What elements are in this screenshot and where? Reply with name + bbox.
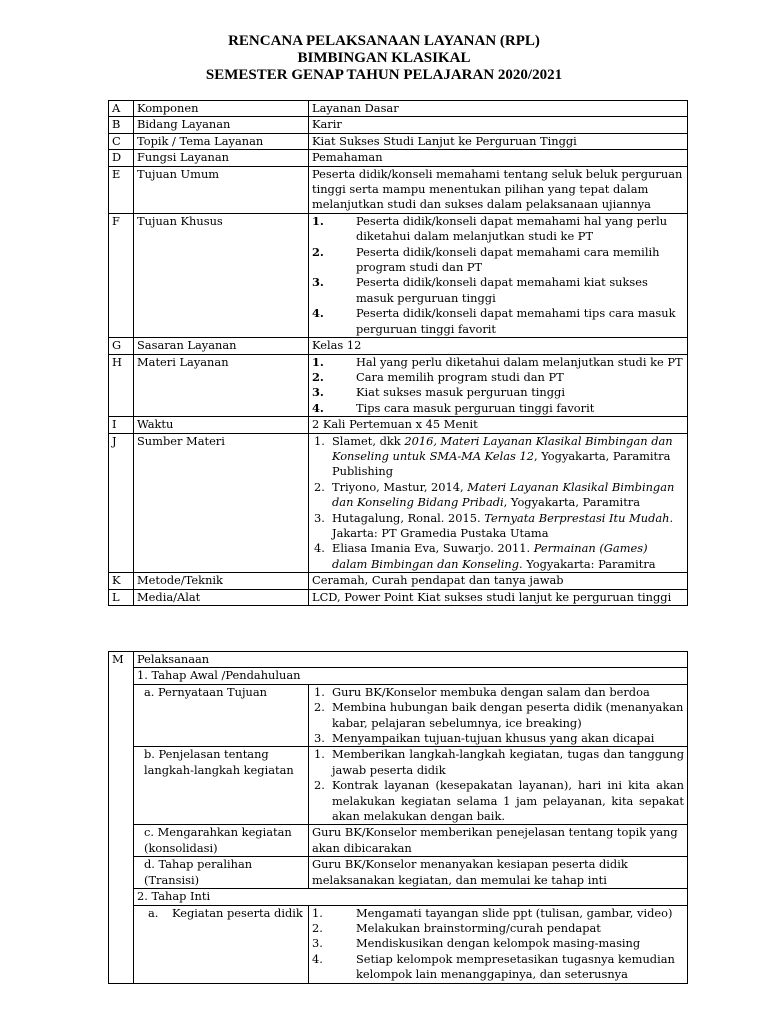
table-row bbox=[109, 417, 688, 433]
list-item bbox=[312, 511, 684, 542]
list-item bbox=[312, 370, 684, 385]
item-number: 1. bbox=[312, 213, 324, 228]
row-key: G bbox=[109, 338, 134, 354]
row-key: J bbox=[109, 433, 134, 573]
list-item bbox=[312, 936, 684, 951]
row-value: Peserta didik/konseli memahami tentang seluk beluk perguruan tinggi serta mampu menentukan pilihan yang tepat dalam melanjutkan studi dan sukses dalam pelaksanaan ujiannya bbox=[309, 166, 688, 213]
item-number: 4. bbox=[312, 306, 324, 321]
table-row bbox=[109, 150, 688, 166]
item-number: a. bbox=[148, 905, 159, 920]
table-row bbox=[109, 338, 688, 354]
table-row bbox=[109, 117, 688, 133]
item-text: Peserta didik/konseli dapat memahami hal yang perlu diketahui dalam melanjutkan studi ke PT bbox=[356, 213, 668, 244]
item-text: Setiap kelompok mempresetasikan tugasnya kemudian kelompok lain menanggapinya, dan seterusnya bbox=[356, 951, 675, 982]
row-value: LCD, Power Point Kiat sukses studi lanjut ke perguruan tinggi bbox=[309, 589, 688, 605]
row-label: Materi Layanan bbox=[134, 354, 309, 417]
row-label: Metode/Teknik bbox=[134, 573, 309, 589]
row-label: Topik / Tema Layanan bbox=[134, 133, 309, 149]
table-row bbox=[109, 825, 688, 857]
table-row bbox=[109, 573, 688, 589]
row-label: Tujuan Khusus bbox=[134, 213, 309, 337]
item-text: Peserta didik/konseli dapat memahami kiat sukses masuk perguruan tinggi bbox=[356, 275, 648, 305]
doc-title-line-3: SEMESTER GENAP TAHUN PELAJARAN 2020/2021 bbox=[205, 67, 563, 83]
row-label: Sumber Materi bbox=[134, 433, 309, 573]
table-row bbox=[109, 747, 688, 825]
table-row bbox=[109, 213, 688, 337]
item-text: Memberikan langkah-langkah kegiatan, tugas dan tanggung jawab peserta didik bbox=[332, 747, 684, 777]
row-label: Fungsi Layanan bbox=[134, 150, 309, 166]
table-row bbox=[109, 589, 688, 605]
source-author: Triyono, Mastur, 2014, bbox=[332, 479, 468, 494]
table-row bbox=[109, 652, 688, 668]
table-row bbox=[109, 354, 688, 417]
source-author: Slamet, dkk bbox=[332, 433, 405, 448]
row-value: Ceramah, Curah pendapat dan tanya jawab bbox=[309, 573, 688, 589]
row-label: Sasaran Layanan bbox=[134, 338, 309, 354]
list-item bbox=[312, 685, 684, 700]
row-value bbox=[309, 433, 688, 573]
list-item bbox=[312, 355, 684, 370]
source-title: 2016, Materi Layanan Klasikal Bimbingan dan Konseling untuk SMA-MA Kelas 12 bbox=[332, 433, 673, 463]
item-text: Mendiskusikan dengan kelompok masing-masing bbox=[356, 936, 641, 951]
pelaksanaan-table bbox=[108, 651, 688, 984]
item-number: 2. bbox=[312, 244, 324, 259]
table-row bbox=[109, 684, 688, 747]
step-value bbox=[309, 747, 688, 825]
table-row bbox=[109, 983, 688, 984]
step-label: c. Mengarahkan kegiatan (konsolidasi) bbox=[134, 825, 309, 857]
step-label: d. Tahap peralihan (Transisi) bbox=[134, 857, 309, 889]
item-number: 1. bbox=[314, 747, 325, 762]
step-value bbox=[309, 905, 688, 983]
table-row bbox=[109, 905, 688, 983]
row-key: F bbox=[109, 213, 134, 337]
item-text: Mengamati tayangan slide ppt (tulisan, gambar, video) bbox=[356, 905, 673, 920]
step-label: b. Penjelasan tentang langkah-langkah kegiatan bbox=[134, 747, 309, 825]
row-label: Bidang Layanan bbox=[134, 117, 309, 133]
item-text: Menyampaikan tujuan-tujuan khusus yang akan dicapai bbox=[332, 731, 655, 746]
item-text: Kegiatan peserta didik bbox=[172, 905, 303, 920]
row-key: K bbox=[109, 573, 134, 589]
item-number: 1. bbox=[312, 905, 323, 920]
row-value: Kelas 12 bbox=[309, 338, 688, 354]
doc-title-line-1: RENCANA PELAKSANAAN LAYANAN (RPL) bbox=[228, 33, 540, 49]
row-value: Pemahaman bbox=[309, 150, 688, 166]
table-row bbox=[109, 857, 688, 889]
step-label bbox=[134, 905, 309, 983]
row-key: A bbox=[109, 101, 134, 117]
doc-title-line-2: BIMBINGAN KLASIKAL bbox=[297, 50, 471, 66]
item-text: Peserta didik/konseli dapat memahami tips cara masuk perguruan tinggi favorit bbox=[356, 306, 676, 336]
item-number: 4. bbox=[314, 541, 325, 556]
item-text: Guru BK/Konselor membuka dengan salam dan berdoa bbox=[332, 684, 650, 699]
source-title: Permainan (Games) dalam Bimbingan dan Konseling. bbox=[332, 541, 648, 571]
table-end bbox=[134, 983, 688, 984]
row-value bbox=[309, 213, 688, 337]
table-row bbox=[109, 433, 688, 573]
list-item bbox=[312, 747, 684, 778]
item-number: 2. bbox=[312, 920, 323, 935]
item-number: 1. bbox=[312, 354, 324, 369]
item-number: 1. bbox=[314, 433, 325, 448]
row-key: M bbox=[109, 652, 134, 984]
item-text: Melakukan brainstorming/curah pendapat bbox=[356, 920, 601, 935]
row-key: B bbox=[109, 117, 134, 133]
list-item bbox=[312, 401, 684, 416]
row-label: Tujuan Umum bbox=[134, 166, 309, 213]
row-value: Layanan Dasar bbox=[309, 101, 688, 117]
table-row bbox=[109, 668, 688, 684]
item-number: 3. bbox=[314, 510, 325, 525]
row-key: L bbox=[109, 589, 134, 605]
row-key: D bbox=[109, 150, 134, 166]
item-number: 2. bbox=[312, 369, 324, 384]
item-number: 3. bbox=[312, 275, 324, 290]
row-value: 2 Kali Pertemuan x 45 Menit bbox=[309, 417, 688, 433]
list-item bbox=[312, 906, 684, 921]
row-label: Waktu bbox=[134, 417, 309, 433]
row-key: I bbox=[109, 417, 134, 433]
item-text: Cara memilih program studi dan PT bbox=[356, 369, 564, 384]
item-number: 3. bbox=[312, 936, 323, 951]
source-author: Hutagalung, Ronal. 2015. bbox=[332, 510, 485, 525]
item-text: Kontrak layanan (kesepakatan layanan), hari ini kita akan melakukan kegiatan selama 1 jam pelayanan, kita sepakat akan melakukan dengan baik. bbox=[332, 778, 684, 824]
list-item bbox=[312, 921, 684, 936]
item-text: Tips cara masuk perguruan tinggi favorit bbox=[356, 400, 595, 415]
item-text: Membina hubungan baik dengan peserta didik (menanyakan kabar, pelajaran sebelumnya, ice breaking) bbox=[332, 700, 684, 730]
stage-heading: 2. Tahap Inti bbox=[134, 889, 688, 905]
step-value: Guru BK/Konselor menanyakan kesiapan peserta didik melaksanakan kegiatan, dan memulai ke tahap inti bbox=[309, 857, 688, 889]
table-row bbox=[109, 166, 688, 213]
list-item bbox=[312, 541, 684, 572]
row-key: H bbox=[109, 354, 134, 417]
step-label: a. Pernyataan Tujuan bbox=[134, 684, 309, 747]
item-text: Kiat sukses masuk perguruan tinggi bbox=[356, 385, 565, 400]
list-item bbox=[312, 700, 684, 731]
item-number: 4. bbox=[312, 400, 324, 415]
list-item bbox=[312, 434, 684, 480]
list-item bbox=[312, 245, 684, 276]
source-author: Eliasa Imania Eva, Suwarjo. 2011. bbox=[332, 541, 534, 556]
item-text: Peserta didik/konseli dapat memahami cara memilih program studi dan PT bbox=[356, 244, 660, 275]
table-row bbox=[109, 101, 688, 117]
source-publisher: Jakarta: PT Gramedia Pustaka Utama bbox=[332, 525, 549, 540]
item-number: 2. bbox=[314, 479, 325, 494]
list-item bbox=[312, 275, 684, 306]
item-text: Hal yang perlu diketahui dalam melanjutkan studi ke PT bbox=[356, 354, 683, 369]
row-key: E bbox=[109, 166, 134, 213]
source-publisher: , Yogyakarta, Paramitra bbox=[503, 495, 641, 510]
item-number: 2. bbox=[314, 778, 325, 793]
step-value: Guru BK/Konselor memberikan penejelasan tentang topik yang akan dibicarakan bbox=[309, 825, 688, 857]
list-item bbox=[312, 731, 684, 746]
row-label: Media/Alat bbox=[134, 589, 309, 605]
list-item bbox=[312, 306, 684, 337]
item-number: 1. bbox=[314, 684, 325, 699]
row-value bbox=[309, 354, 688, 417]
source-title: Materi Layanan Klasikal Bimbingan dan Konseling Bidang Pribadi bbox=[332, 479, 675, 510]
item-number: 3. bbox=[314, 731, 325, 746]
step-value bbox=[309, 684, 688, 747]
rpl-table bbox=[108, 100, 688, 606]
table-row bbox=[109, 889, 688, 905]
stage-heading: 1. Tahap Awal /Pendahuluan bbox=[134, 668, 688, 684]
table-row bbox=[109, 133, 688, 149]
source-publisher: , Yogyakarta, Paramitra Publishing bbox=[332, 448, 671, 479]
row-key: C bbox=[109, 133, 134, 149]
row-label: Komponen bbox=[134, 101, 309, 117]
list-item bbox=[312, 385, 684, 400]
row-value: Kiat Sukses Studi Lanjut ke Perguruan Tinggi bbox=[309, 133, 688, 149]
list-item bbox=[312, 952, 684, 983]
item-number: 3. bbox=[312, 385, 324, 400]
source-publisher: Yogyakarta: Paramitra bbox=[522, 556, 656, 571]
source-title: Ternyata Berprestasi Itu Mudah. bbox=[484, 510, 674, 525]
item-number: 2. bbox=[314, 700, 325, 715]
row-value: Karir bbox=[309, 117, 688, 133]
item-number: 4. bbox=[312, 951, 323, 966]
list-item bbox=[312, 480, 684, 511]
list-item bbox=[312, 778, 684, 824]
row-label: Pelaksanaan bbox=[134, 652, 688, 668]
list-item bbox=[312, 214, 684, 245]
